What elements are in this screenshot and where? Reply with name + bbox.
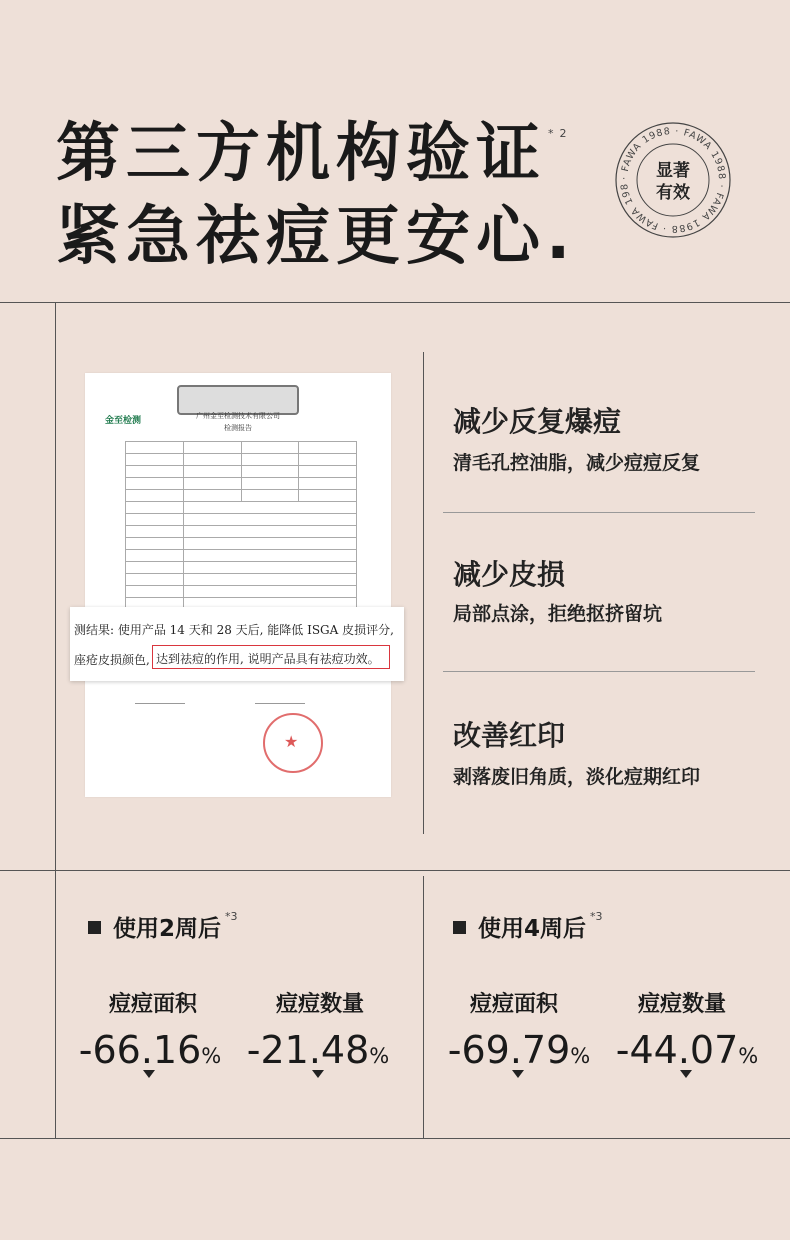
feature-desc-2: 局部点涂，拒绝抠挤留坑 <box>453 603 663 625</box>
divider-middle <box>423 352 424 834</box>
signature-line-1 <box>135 703 185 704</box>
signature-line-2 <box>255 703 305 704</box>
stat-value: -21.48% <box>246 1028 390 1072</box>
stat-value: -69.79% <box>447 1028 591 1072</box>
report-doc-title: 检测报告 <box>224 424 252 432</box>
badge-text-1: 显著 <box>656 161 690 181</box>
result-title-4-weeks: 使用4周后 $^{*3}$ <box>453 910 603 943</box>
stat-value: -66.16% <box>78 1028 222 1072</box>
stat-label: 痘痘面积 <box>469 992 558 1017</box>
headline-line-2: 紧急祛痘更安心. <box>56 200 577 274</box>
report-logo: 金至检测 <box>105 416 142 426</box>
feature-title-3: 改善红印 <box>453 719 566 752</box>
feature-divider-1 <box>443 512 755 513</box>
zoom-line-2-pre: 座疮皮损颜色, <box>74 653 150 667</box>
badge-text-2: 有效 <box>656 183 690 203</box>
feature-divider-2 <box>443 671 755 672</box>
feature-desc-1: 清毛孔控油脂，减少痘痘反复 <box>453 452 701 474</box>
stat-label: 痘痘数量 <box>275 992 364 1017</box>
official-stamp: ★ <box>263 713 323 773</box>
result-title-2-weeks: 使用2周后 $^{*3}$ <box>88 910 238 943</box>
feature-title-2: 减少皮损 <box>453 558 566 591</box>
down-arrow-icon <box>512 1070 524 1078</box>
zoom-line-1: 测结果: 使用产品 14 天和 28 天后, 能降低 ISGA 皮损评分, <box>74 623 394 637</box>
highlight-box <box>152 645 390 669</box>
down-arrow-icon <box>680 1070 692 1078</box>
divider-top <box>0 302 790 303</box>
badge-ring-text: · FAWA 1988 · FAWA 1988 · FAWA 1988 · FAWA 198 <box>618 125 728 235</box>
divider-results-top <box>0 870 790 871</box>
divider-results-left <box>55 870 56 1138</box>
report-company: 广州金至检测技术有限公司 <box>196 412 280 420</box>
headline-line-1: 第三方机构验证 $^{*2}$ <box>56 117 573 191</box>
feature-title-1: 减少反复爆痘 <box>453 405 622 438</box>
divider-results-middle <box>423 876 424 1138</box>
bullet-square-icon <box>88 921 101 934</box>
down-arrow-icon <box>143 1070 155 1078</box>
zoom-line-2-highlight: 达到祛痘的作用, 说明产品具有祛痘功效。 <box>156 652 380 666</box>
bullet-square-icon <box>453 921 466 934</box>
stat-value: -44.07% <box>615 1028 759 1072</box>
fawa-seal-badge <box>613 120 733 240</box>
divider-bottom <box>0 1138 790 1139</box>
divider-left <box>55 302 56 870</box>
test-report-document <box>85 373 391 797</box>
report-zoom-callout <box>70 607 404 681</box>
down-arrow-icon <box>312 1070 324 1078</box>
stat-label: 痘痘数量 <box>637 992 726 1017</box>
feature-desc-3: 剥落废旧角质，淡化痘期红印 <box>453 766 701 788</box>
footnote-marker: *2 <box>548 127 573 140</box>
stat-label: 痘痘面积 <box>108 992 197 1017</box>
